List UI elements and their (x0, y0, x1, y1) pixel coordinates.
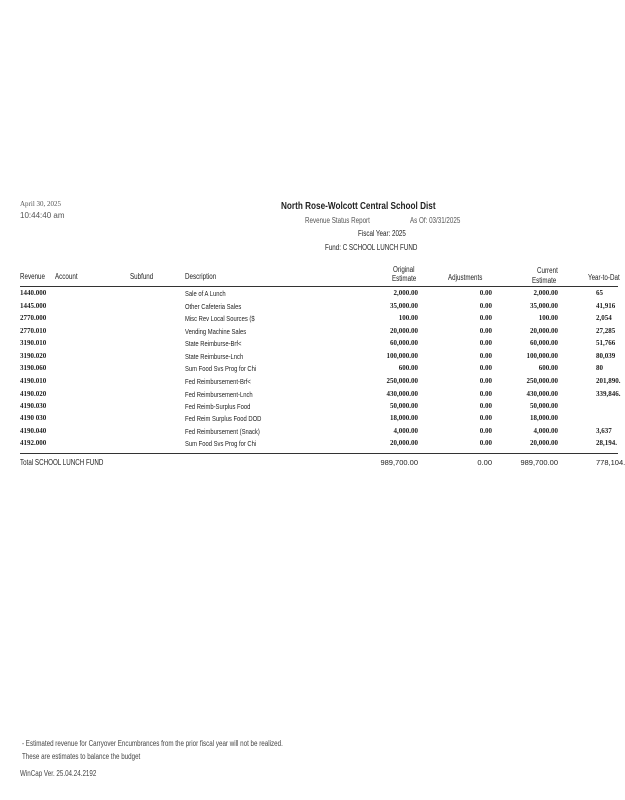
current-estimate: 2,000.00 (533, 289, 558, 297)
description: Sale of A Lunch (185, 289, 226, 298)
revenue-code: 2770.000 (20, 314, 47, 322)
adjustments: 0.00 (479, 414, 492, 422)
original-estimate: 50,000.00 (390, 402, 418, 410)
description: Fed Reimbursement-Lnch (185, 390, 253, 399)
adjustments: 0.00 (479, 364, 492, 372)
current-estimate: 35,000.00 (530, 302, 558, 310)
adjustments: 0.00 (479, 427, 492, 435)
adjustments: 0.00 (479, 314, 492, 322)
adjustments: 0.00 (479, 339, 492, 347)
year-to-date: 80,039 (596, 352, 616, 360)
description: Misc Rev Local Sources ($ (185, 314, 255, 323)
original-estimate: 430,000.00 (386, 390, 418, 398)
report-time: 10:44:40 am (20, 211, 65, 220)
current-estimate: 600.00 (538, 364, 558, 372)
current-estimate: 4,000.00 (533, 427, 558, 435)
total-label: Total SCHOOL LUNCH FUND (20, 458, 104, 467)
description: Fed Reimbursement (Snack) (185, 427, 260, 436)
description: Fed Reimb-Surplus Food (185, 402, 251, 411)
table-row (0, 314, 618, 326)
adjustments: 0.00 (479, 302, 492, 310)
revenue-code: 4192.000 (20, 439, 47, 447)
original-estimate: 35,000.00 (390, 302, 418, 310)
revenue-code: 4190.020 (20, 390, 47, 398)
total-ytd: 778,104. (596, 458, 625, 467)
total-adjustments: 0.00 (477, 458, 492, 467)
current-estimate: 20,000.00 (530, 439, 558, 447)
year-to-date: 27,285 (596, 327, 616, 335)
table-row (0, 364, 618, 376)
fiscal-year: Fiscal Year: 2025 (358, 229, 406, 238)
revenue-code: 1445.000 (20, 302, 47, 310)
revenue-code: 4190.040 (20, 427, 47, 435)
col-current-2: Estimate (532, 276, 557, 285)
description: Sum Food Svs Prog for Chi (185, 364, 257, 373)
original-estimate: 20,000.00 (390, 327, 418, 335)
revenue-code: 4190 030 (20, 414, 47, 422)
adjustments: 0.00 (479, 402, 492, 410)
original-estimate: 2,000.00 (393, 289, 418, 297)
original-estimate: 4,000.00 (393, 427, 418, 435)
table-row (0, 414, 618, 426)
table-row (0, 352, 618, 364)
fund-name: Fund: C SCHOOL LUNCH FUND (325, 243, 418, 252)
adjustments: 0.00 (479, 439, 492, 447)
district-name: North Rose-Wolcott Central School Dist (281, 200, 436, 212)
table-row (0, 302, 618, 314)
col-original-1: Original (393, 265, 415, 274)
revenue-code: 2770.010 (20, 327, 47, 335)
footer-note-1: - Estimated revenue for Carryover Encumbrances from the prior fiscal year will not be realized. (22, 739, 283, 748)
table-row (0, 377, 621, 389)
table-row (0, 402, 618, 414)
total-row (0, 458, 625, 470)
current-estimate: 100,000.00 (526, 352, 558, 360)
year-to-date: 339,846. (596, 390, 621, 398)
original-estimate: 600.00 (398, 364, 418, 372)
description: Fed Reim Surplus Food DOD (185, 414, 262, 423)
current-estimate: 250,000.00 (526, 377, 558, 385)
revenue-code: 3190.020 (20, 352, 47, 360)
year-to-date: 51,766 (596, 339, 616, 347)
as-of-date: As Of: 03/31/2025 (410, 216, 461, 225)
original-estimate: 100.00 (398, 314, 418, 322)
year-to-date: 28,194. (596, 439, 617, 447)
revenue-code: 3190.060 (20, 364, 47, 372)
col-description: Description (185, 272, 217, 281)
table-row (0, 339, 618, 351)
table-row (0, 289, 618, 301)
col-revenue: Revenue (20, 272, 45, 281)
header-rule (20, 286, 618, 287)
col-original-2: Estimate (392, 274, 417, 283)
adjustments: 0.00 (479, 352, 492, 360)
description: State Reimburse-Brf< (185, 339, 242, 348)
total-original: 989,700.00 (380, 458, 418, 467)
adjustments: 0.00 (479, 390, 492, 398)
revenue-code: 4190.030 (20, 402, 47, 410)
footer-note-2: These are estimates to balance the budget (22, 752, 141, 761)
adjustments: 0.00 (479, 289, 492, 297)
description: Sum Food Svs Prog for Chi (185, 439, 257, 448)
col-subfund: Subfund (130, 272, 154, 281)
year-to-date: 65 (596, 289, 603, 297)
description: Other Cafeteria Sales (185, 302, 242, 311)
revenue-code: 4190.010 (20, 377, 47, 385)
year-to-date: 2,054 (596, 314, 612, 322)
revenue-code: 3190.010 (20, 339, 47, 347)
current-estimate: 60,000.00 (530, 339, 558, 347)
total-current: 989,700.00 (520, 458, 558, 467)
year-to-date: 41,916 (596, 302, 616, 310)
original-estimate: 20,000.00 (390, 439, 418, 447)
current-estimate: 100.00 (538, 314, 558, 322)
report-title: Revenue Status Report (305, 216, 370, 225)
year-to-date: 201,890. (596, 377, 621, 385)
year-to-date: 80 (596, 364, 603, 372)
table-row (0, 427, 618, 439)
footer-version: WinCap Ver. 25.04.24.2192 (20, 769, 97, 778)
col-account: Account (55, 272, 78, 281)
current-estimate: 20,000.00 (530, 327, 558, 335)
table-row (0, 439, 618, 451)
table-row (0, 390, 621, 402)
adjustments: 0.00 (479, 377, 492, 385)
year-to-date: 3,637 (596, 427, 612, 435)
description: Fed Reimbursement-Brf< (185, 377, 251, 386)
current-estimate: 18,000.00 (530, 414, 558, 422)
description: State Reimburse-Lnch (185, 352, 244, 361)
col-ytd: Year-to-Dat (588, 273, 620, 282)
col-adjustments: Adjustments (448, 273, 483, 282)
current-estimate: 430,000.00 (526, 390, 558, 398)
table-row (0, 327, 618, 339)
original-estimate: 60,000.00 (390, 339, 418, 347)
col-current-1: Current (537, 266, 558, 275)
original-estimate: 250,000.00 (386, 377, 418, 385)
revenue-code: 1440.000 (20, 289, 47, 297)
original-estimate: 18,000.00 (390, 414, 418, 422)
original-estimate: 100,000.00 (386, 352, 418, 360)
current-estimate: 50,000.00 (530, 402, 558, 410)
adjustments: 0.00 (479, 327, 492, 335)
total-rule (20, 453, 618, 454)
report-date: April 30, 2025 (20, 200, 62, 208)
description: Vending Machine Sales (185, 327, 247, 336)
